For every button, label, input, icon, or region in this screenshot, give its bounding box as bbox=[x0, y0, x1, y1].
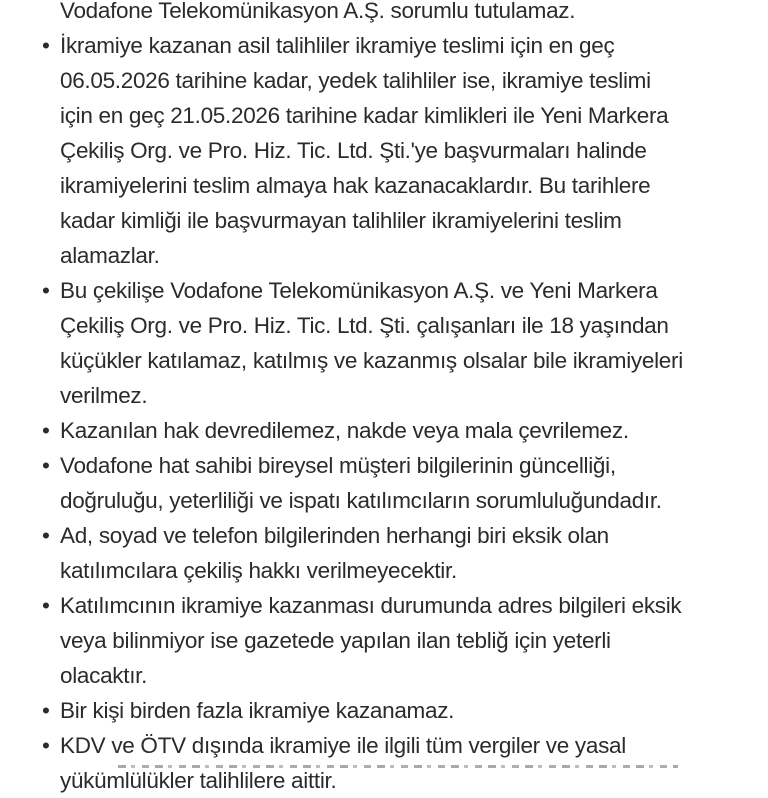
list-item bbox=[42, 728, 764, 798]
bullet-line: alamazlar. bbox=[60, 243, 160, 268]
bullet-line: ikramiyelerini teslim almaya hak kazanacaklardır. Bu tarihlere bbox=[60, 173, 651, 198]
bullet-line: verilmez. bbox=[60, 383, 148, 408]
bullet-line: Bir kişi birden fazla ikramiye kazanamaz. bbox=[60, 698, 455, 723]
bullet-line: İkramiye kazanan asil talihliler ikramiye teslimi için en geç bbox=[60, 33, 615, 58]
bullet-line: için en geç 21.05.2026 tarihine kadar kimlikleri ile Yeni Markera bbox=[60, 103, 669, 128]
bullet-line: Çekiliş Org. ve Pro. Hiz. Tic. Ltd. Şti. çalışanları ile 18 yaşından bbox=[60, 313, 669, 338]
bullet-line: 06.05.2026 tarihine kadar, yedek talihliler ise, ikramiye teslimi bbox=[60, 68, 651, 93]
list-item bbox=[42, 413, 764, 448]
terms-document bbox=[42, 0, 764, 798]
bullet-marker: • bbox=[42, 278, 50, 303]
list-item bbox=[42, 588, 764, 693]
bullet-marker: • bbox=[42, 733, 50, 758]
bullet-line: Ad, soyad ve telefon bilgilerinden herhangi biri eksik olan bbox=[60, 523, 609, 548]
bullet-line: katılımcılara çekiliş hakkı verilmeyecektir. bbox=[60, 558, 457, 583]
bullet-line: Vodafone hat sahibi bireysel müşteri bilgilerinin güncelliği, bbox=[60, 453, 616, 478]
list-item bbox=[42, 448, 764, 518]
bullet-line: Çekiliş Org. ve Pro. Hiz. Tic. Ltd. Şti.'ye başvurmaları halinde bbox=[60, 138, 647, 163]
bullet-line: doğruluğu, yeterliliği ve ispatı katılımcıların sorumluluğundadır. bbox=[60, 488, 662, 513]
bullet-line: küçükler katılamaz, katılmış ve kazanmış olsalar bile ikramiyeleri bbox=[60, 348, 683, 373]
list-item bbox=[42, 518, 764, 588]
continuation-line: Vodafone Telekomünikasyon A.Ş. sorumlu tutulamaz. bbox=[60, 0, 576, 23]
bullet-line: kadar kimliği ile başvurmayan talihliler ikramiyelerini teslim bbox=[60, 208, 622, 233]
bullet-line: olacaktır. bbox=[60, 663, 148, 688]
list-item bbox=[42, 273, 764, 413]
bullet-line: KDV ve ÖTV dışında ikramiye ile ilgili tüm vergiler ve yasal bbox=[60, 733, 626, 758]
bullet-marker: • bbox=[42, 698, 50, 723]
bullet-marker: • bbox=[42, 453, 50, 478]
bullet-line: veya bilinmiyor ise gazetede yapılan ilan tebliğ için yeterli bbox=[60, 628, 611, 653]
bullet-marker: • bbox=[42, 33, 50, 58]
bullet-marker: • bbox=[42, 523, 50, 548]
bullet-marker: • bbox=[42, 593, 50, 618]
bullet-line: yükümlülükler talihlilere aittir. bbox=[60, 768, 337, 793]
bullet-line: Kazanılan hak devredilemez, nakde veya mala çevrilemez. bbox=[60, 418, 629, 443]
list-item bbox=[42, 693, 764, 728]
bullet-line: Bu çekilişe Vodafone Telekomünikasyon A.Ş. ve Yeni Markera bbox=[60, 278, 658, 303]
bullet-line: Katılımcının ikramiye kazanması durumunda adres bilgileri eksik bbox=[60, 593, 682, 618]
bullet-marker: • bbox=[42, 418, 50, 443]
list-item bbox=[42, 28, 764, 273]
